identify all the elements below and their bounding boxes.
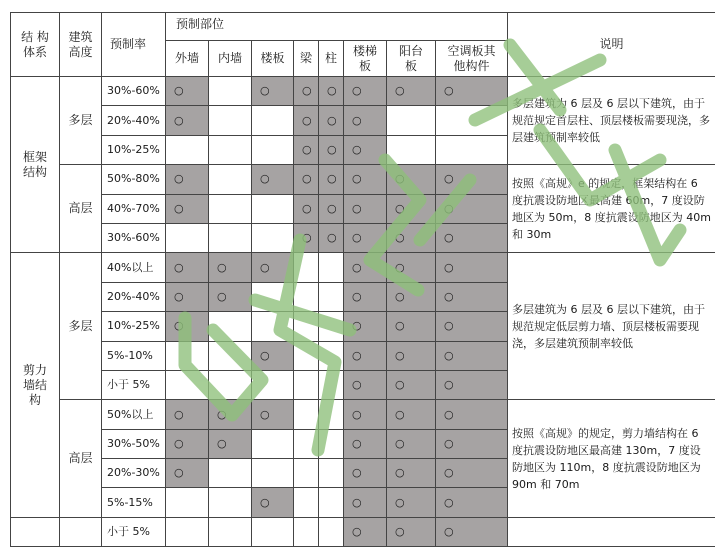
part-cell [252,106,294,135]
building-height-cell [60,517,102,546]
table-row [11,253,716,282]
part-cell: ○ [344,400,387,429]
part-column-header: 楼梯 板 [344,41,387,77]
table-row [11,77,716,106]
part-cell: ○ [344,429,387,458]
part-cell [252,370,294,399]
part-cell: ○ [209,282,252,311]
part-cell [387,106,436,135]
part-cell [436,106,508,135]
part-cell: ○ [166,312,209,341]
part-cell [209,459,252,488]
part-cell [319,312,344,341]
prefab-rate-cell: 30%-60% [102,223,166,252]
prefab-rate-cell: 30%-60% [102,77,166,106]
prefab-rate-cell: 50%以上 [102,400,166,429]
prefab-rate-cell: 10%-25% [102,135,166,164]
part-cell: ○ [344,106,387,135]
part-cell: ○ [387,223,436,252]
part-cell [252,282,294,311]
part-cell: ○ [294,106,319,135]
prefab-rate-table-container [10,12,715,550]
part-cell: ○ [209,253,252,282]
part-cell [209,223,252,252]
part-cell [252,223,294,252]
prefab-rate-cell: 小于 5% [102,517,166,546]
part-cell [166,341,209,370]
description-cell: 多层建筑为 6 层及 6 层以下建筑，由于规范规定首层柱、顶层楼板需要现浇，多层建筑预制率较低 [508,77,715,165]
part-cell [209,77,252,106]
description-cell: 多层建筑为 6 层及 6 层以下建筑，由于规范规定低层剪力墙、顶层楼板需要现浇，多层建筑预制率较低 [508,253,715,400]
part-cell [319,370,344,399]
part-cell [319,282,344,311]
part-cell: ○ [166,253,209,282]
part-cell: ○ [252,400,294,429]
part-cell [166,517,209,546]
description-cell [508,517,715,546]
part-cell: ○ [209,429,252,458]
part-cell [294,429,319,458]
part-cell: ○ [294,194,319,223]
part-cell: ○ [436,312,508,341]
prefab-rate-table [10,12,715,547]
part-cell [294,312,319,341]
part-cell: ○ [252,165,294,194]
part-cell [387,135,436,164]
part-cell: ○ [344,253,387,282]
parts-header: 预制部位 [166,13,508,41]
part-cell: ○ [294,135,319,164]
part-cell [294,459,319,488]
part-cell: ○ [166,459,209,488]
part-column-header: 阳台 板 [387,41,436,77]
prefab-rate-cell: 50%-80% [102,165,166,194]
part-cell: ○ [387,370,436,399]
part-cell [294,370,319,399]
building-height-cell: 高层 [60,400,102,518]
part-cell: ○ [344,517,387,546]
part-cell: ○ [166,194,209,223]
part-column-header: 梁 [294,41,319,77]
part-cell: ○ [319,106,344,135]
part-cell: ○ [344,459,387,488]
part-cell: ○ [294,77,319,106]
part-cell: ○ [166,165,209,194]
part-cell: ○ [387,429,436,458]
prefab-rate-cell: 5%-10% [102,341,166,370]
part-cell [252,517,294,546]
part-cell: ○ [344,77,387,106]
part-cell [294,400,319,429]
part-cell: ○ [387,517,436,546]
prefab-rate-cell: 10%-25% [102,312,166,341]
part-cell: ○ [387,77,436,106]
part-cell [252,429,294,458]
part-cell: ○ [387,312,436,341]
part-cell [252,135,294,164]
part-cell: ○ [252,253,294,282]
part-cell: ○ [436,77,508,106]
part-cell: ○ [387,165,436,194]
part-column-header: 外墙 [166,41,209,77]
part-cell: ○ [344,488,387,517]
prefab-rate-cell: 40%-70% [102,194,166,223]
structure-system-cell [11,517,60,546]
part-column-header: 楼板 [252,41,294,77]
part-cell [252,194,294,223]
part-column-header: 空调板其 他构件 [436,41,508,77]
part-cell: ○ [252,488,294,517]
building-height-cell: 多层 [60,77,102,165]
part-column-header: 柱 [319,41,344,77]
prefab-rate-cell: 20%-40% [102,282,166,311]
part-cell: ○ [436,223,508,252]
part-cell: ○ [209,400,252,429]
part-cell: ○ [436,253,508,282]
part-cell: ○ [436,165,508,194]
part-cell: ○ [319,77,344,106]
part-cell [209,194,252,223]
part-cell: ○ [344,223,387,252]
part-cell [294,341,319,370]
part-cell [319,400,344,429]
part-cell: ○ [344,341,387,370]
part-cell [294,282,319,311]
part-cell: ○ [436,429,508,458]
part-cell: ○ [319,194,344,223]
prefab-rate-cell: 20%-30% [102,459,166,488]
part-cell: ○ [387,341,436,370]
part-cell: ○ [166,400,209,429]
part-cell: ○ [436,517,508,546]
part-cell: ○ [344,135,387,164]
part-cell [166,135,209,164]
part-cell: ○ [344,312,387,341]
part-cell [294,517,319,546]
part-cell [166,488,209,517]
part-cell [319,429,344,458]
part-cell [294,488,319,517]
part-cell [319,459,344,488]
part-cell: ○ [344,165,387,194]
prefab-rate-cell: 30%-50% [102,429,166,458]
part-cell: ○ [387,282,436,311]
part-cell: ○ [252,341,294,370]
part-cell [209,106,252,135]
part-cell: ○ [319,223,344,252]
part-cell [252,312,294,341]
prefab-rate-cell: 小于 5% [102,370,166,399]
part-cell: ○ [166,429,209,458]
part-cell [319,488,344,517]
part-cell: ○ [344,194,387,223]
part-cell [209,312,252,341]
description-cell: 按照《高规》e 的规定，框架结构在 6 度抗震设防地区最高建 60m，7 度设防地区为 50m，8 度抗震设防地区为 40m 和 30m [508,165,715,253]
part-cell: ○ [294,165,319,194]
building-height-cell: 多层 [60,253,102,400]
part-cell: ○ [387,253,436,282]
part-cell: ○ [319,165,344,194]
part-cell: ○ [166,77,209,106]
part-cell: ○ [436,370,508,399]
part-cell: ○ [387,400,436,429]
part-cell: ○ [436,341,508,370]
description-header: 说明 [508,13,715,77]
part-cell [209,488,252,517]
table-row [11,165,716,194]
part-column-header: 内墙 [209,41,252,77]
part-cell [319,253,344,282]
part-cell [252,459,294,488]
structure-header: 结 构 体系 [11,13,60,77]
structure-system-cell: 剪力 墙结 构 [11,253,60,518]
part-cell: ○ [344,370,387,399]
part-cell [319,341,344,370]
height-header: 建筑 高度 [60,13,102,77]
part-cell: ○ [436,488,508,517]
part-cell: ○ [436,282,508,311]
part-cell [294,253,319,282]
structure-system-cell: 框架 结构 [11,77,60,253]
part-cell: ○ [319,135,344,164]
part-cell [166,223,209,252]
part-cell: ○ [387,459,436,488]
part-cell [436,135,508,164]
rate-header: 预制率 [102,13,166,77]
building-height-cell: 高层 [60,165,102,253]
part-cell: ○ [436,400,508,429]
prefab-rate-cell: 40%以上 [102,253,166,282]
part-cell: ○ [344,282,387,311]
part-cell [209,341,252,370]
part-cell: ○ [166,282,209,311]
table-row [11,517,716,546]
part-cell: ○ [436,459,508,488]
part-cell: ○ [252,77,294,106]
table-row [11,400,716,429]
prefab-rate-cell: 20%-40% [102,106,166,135]
part-cell [209,517,252,546]
part-cell: ○ [387,194,436,223]
part-cell: ○ [294,223,319,252]
description-cell: 按照《高规》的规定，剪力墙结构在 6 度抗震设防地区最高建 130m，7 度设防地区为 110m，8 度抗震设防地区为 90m 和 70m [508,400,715,518]
part-cell: ○ [436,194,508,223]
prefab-rate-cell: 5%-15% [102,488,166,517]
part-cell [166,370,209,399]
part-cell: ○ [166,106,209,135]
part-cell [319,517,344,546]
part-cell: ○ [387,488,436,517]
part-cell [209,370,252,399]
part-cell [209,135,252,164]
header-row-1 [11,13,716,41]
part-cell [209,165,252,194]
